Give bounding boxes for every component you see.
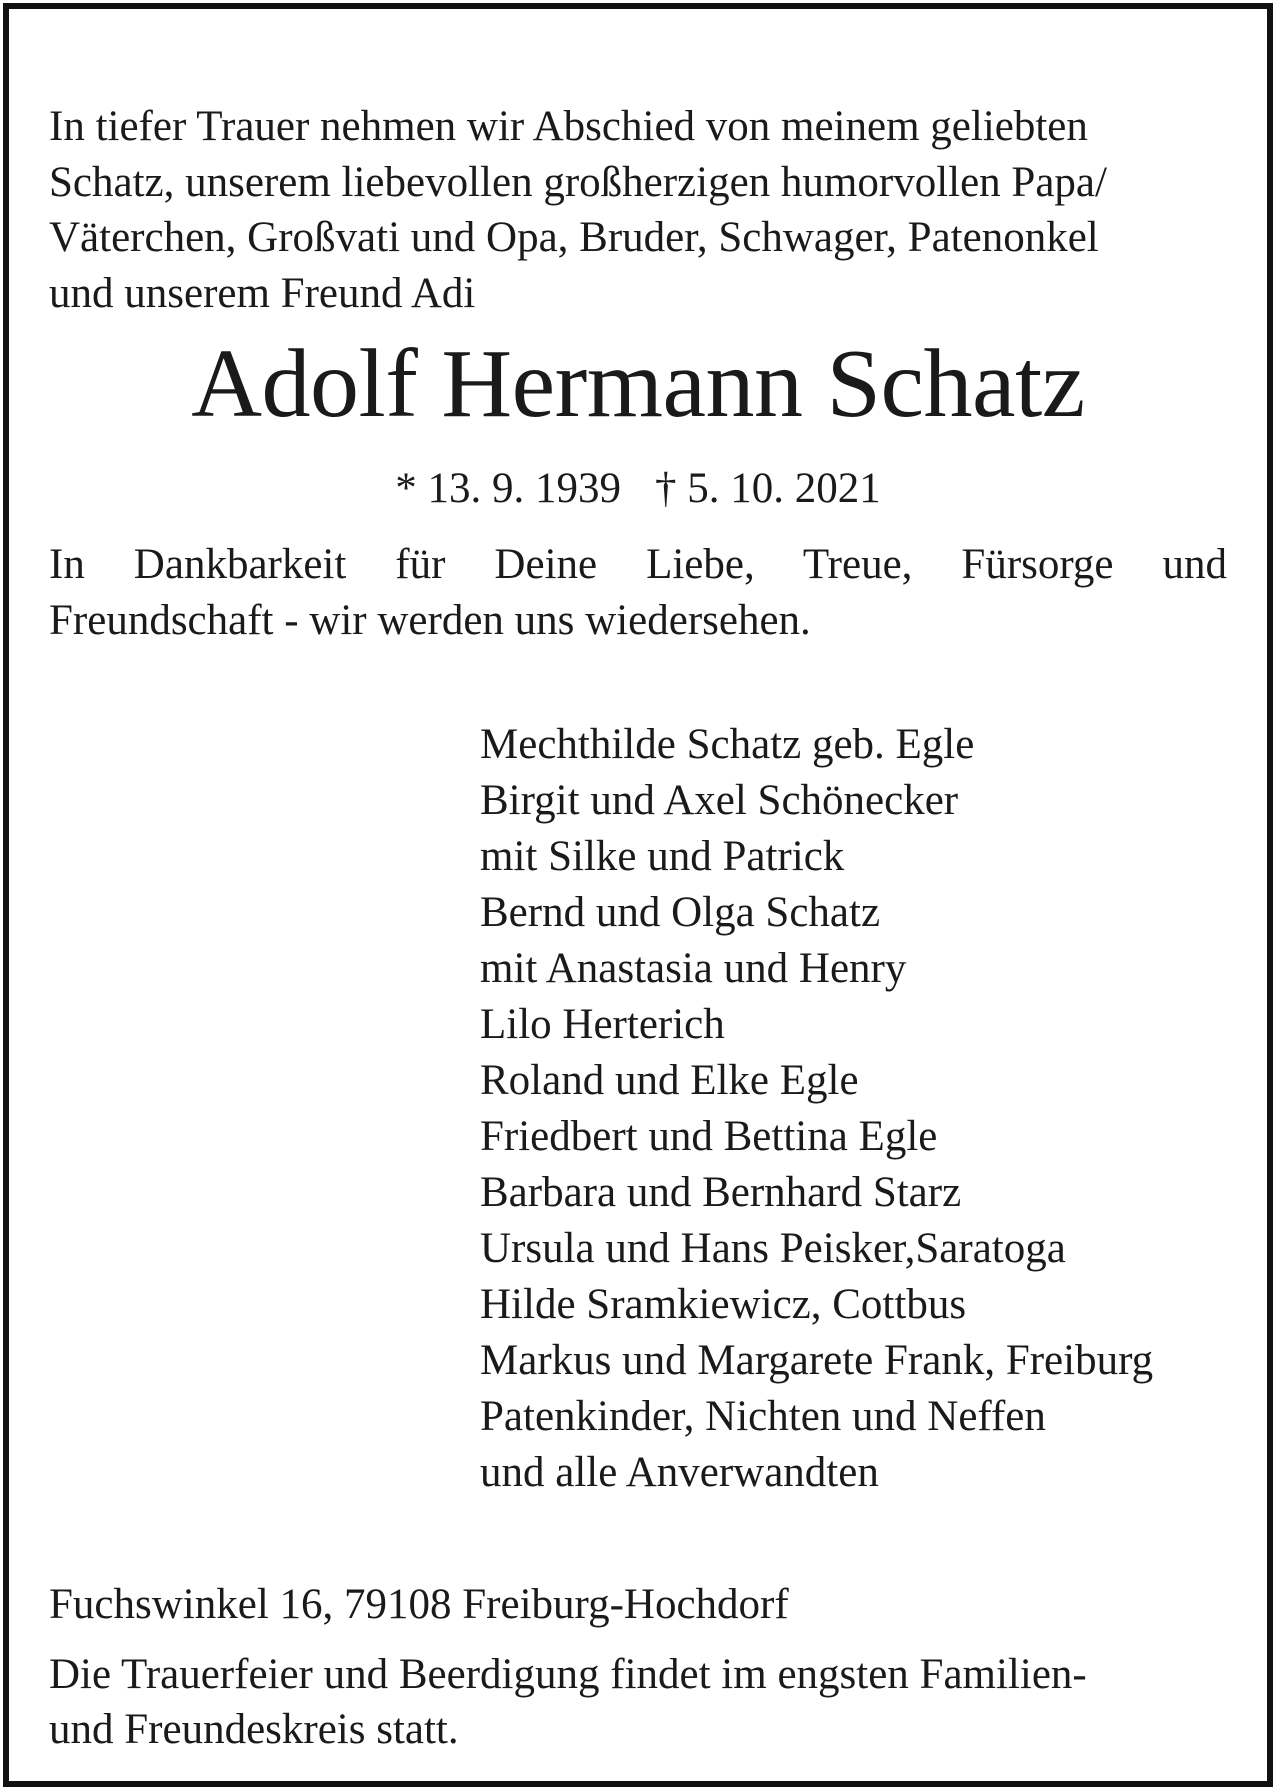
- mourner-entry: Hilde Sramkiewicz, Cottbus: [480, 1281, 967, 1328]
- obituary-border: [3, 3, 1273, 1787]
- mourner-entry: und alle Anverwandten: [480, 1449, 879, 1496]
- mourner-entry: Lilo Herterich: [480, 1001, 725, 1048]
- mourner-entry: Patenkinder, Nichten und Neffen: [480, 1393, 1046, 1440]
- intro-line: In tiefer Trauer nehmen wir Abschied von meinem geliebten: [49, 103, 1088, 150]
- deceased-name: Adolf Hermann Schatz: [191, 330, 1085, 438]
- funeral-notice: [49, 1647, 1227, 1757]
- mourner-entry: Friedbert und Bettina Egle: [480, 1113, 938, 1160]
- mourner-entry: Markus und Margarete Frank, Freiburg: [480, 1337, 1154, 1384]
- life-dates: [49, 461, 1227, 517]
- family-address: Fuchswinkel 16, 79108 Freiburg-Hochdorf: [49, 1581, 789, 1628]
- mourner-entry: Ursula und Hans Peisker,Saratoga: [480, 1225, 1066, 1272]
- mourner-entry: Birgit und Axel Schönecker: [480, 777, 959, 824]
- funeral-line: und Freundeskreis statt.: [49, 1706, 459, 1753]
- thanks-line: Freundschaft - wir werden uns wiedersehen.: [49, 597, 811, 644]
- funeral-line: Die Trauerfeier und Beerdigung findet im engsten Familien-: [49, 1651, 1087, 1698]
- mourner-entry: mit Anastasia und Henry: [480, 945, 907, 992]
- mourner-entry: Roland und Elke Egle: [480, 1057, 859, 1104]
- thanks-text: [49, 537, 1227, 649]
- mourner-entry: Bernd und Olga Schatz: [480, 889, 881, 936]
- mourner-entry: Mechthilde Schatz geb. Egle: [480, 721, 975, 768]
- intro-text: [49, 99, 1227, 321]
- mourner-entry: mit Silke und Patrick: [480, 833, 845, 880]
- mourners-list: [480, 717, 1153, 1501]
- birth-date: * 13. 9. 1939: [395, 465, 621, 512]
- thanks-line: In Dankbarkeit für Deine Liebe, Treue, Fürsorge und: [49, 541, 1227, 588]
- death-date: † 5. 10. 2021: [655, 465, 881, 512]
- obituary-content: [49, 9, 1227, 1781]
- intro-line: Schatz, unserem liebevollen großherzigen humorvollen Papa/: [49, 158, 1107, 206]
- intro-line: und unserem Freund Adi: [49, 269, 476, 317]
- mourner-entry: Barbara und Bernhard Starz: [480, 1169, 962, 1216]
- intro-line: Väterchen, Großvati und Opa, Bruder, Schwager, Patenonkel: [49, 214, 1099, 261]
